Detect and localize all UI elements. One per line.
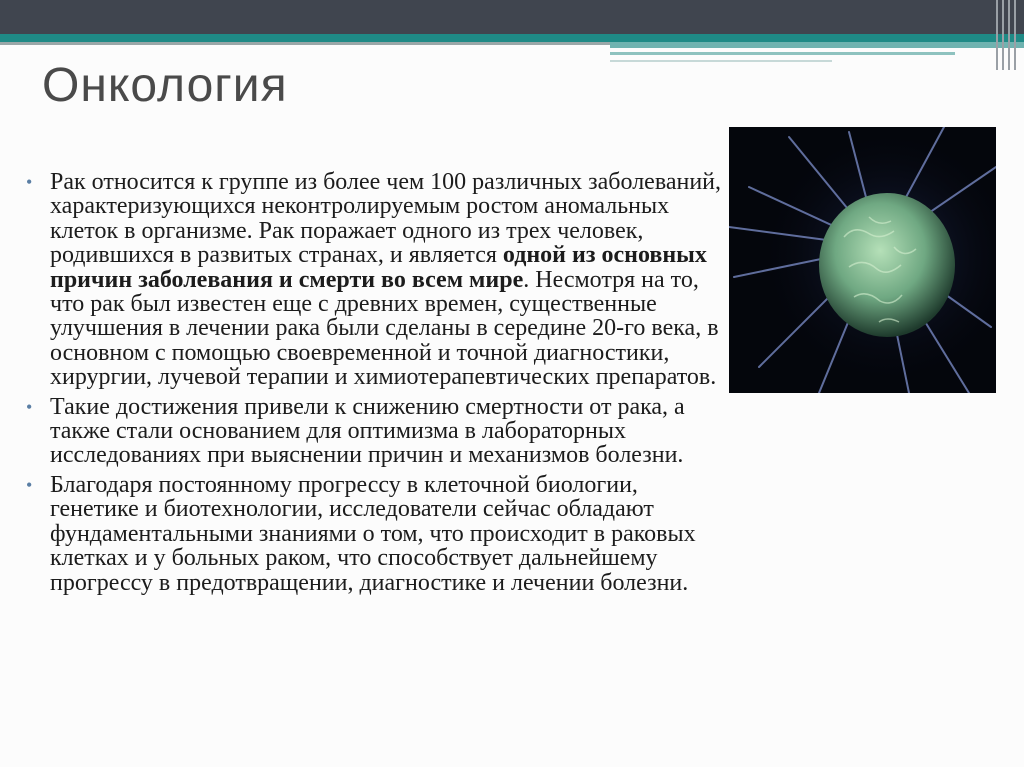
- bullet-2-text: Такие достижения привели к снижению смертности от рака, а также стали основанием для оптимизма в лабораторных исследованиях при выяснении причин и механизмов болезни.: [50, 393, 685, 469]
- bullet-dot: •: [26, 474, 33, 495]
- corner-stripes: [994, 0, 1024, 70]
- cancer-cell-image: [729, 127, 996, 393]
- accent-stripe: [0, 34, 1024, 42]
- header-bar: [0, 0, 1024, 34]
- bullet-list: [26, 170, 730, 600]
- bullet-1-bold: одной из основных причин заболевания и смерти во всем мире: [50, 242, 707, 293]
- bullet-dot: •: [26, 172, 33, 192]
- bullet-dot: •: [26, 396, 33, 417]
- bullet-item-1: [26, 170, 730, 390]
- accent-line: [0, 42, 610, 45]
- accent-line-thinner: [610, 60, 832, 62]
- slide-title: Онкология: [42, 59, 288, 112]
- bullet-1-text-after: . Несмотря на то, что рак был известен еще с древних времен, существенные улучшения в лечении рака были сделаны в середине 20-го века, в основном с помощью своевременной и точной диагностики, хирургии, лучевой терапии и химиотерапевтических препаратов.: [50, 266, 719, 391]
- bullet-item-3: [26, 473, 730, 595]
- bullet-3-text: Благодаря постоянному прогрессу в клеточной биологии, генетике и биотехнологии, исследователи сейчас обладают фундаментальными знаниями о том, что происходит в раковых клетках и у больных раком, что способствует дальнейшему прогрессу в предотвращении, диагностике и лечении болезни.: [50, 471, 696, 596]
- accent-line-thin: [610, 52, 955, 55]
- bullet-item-2: [26, 395, 730, 468]
- accent-stripe-secondary: [610, 42, 1024, 48]
- bullet-1-text: Рак относится к группе из более чем 100 различных заболеваний, характеризующихся неконтролируемым ростом аномальных клеток в организме. Рак поражает одного из трех человек, родившихся в развитых странах, и является: [50, 169, 722, 269]
